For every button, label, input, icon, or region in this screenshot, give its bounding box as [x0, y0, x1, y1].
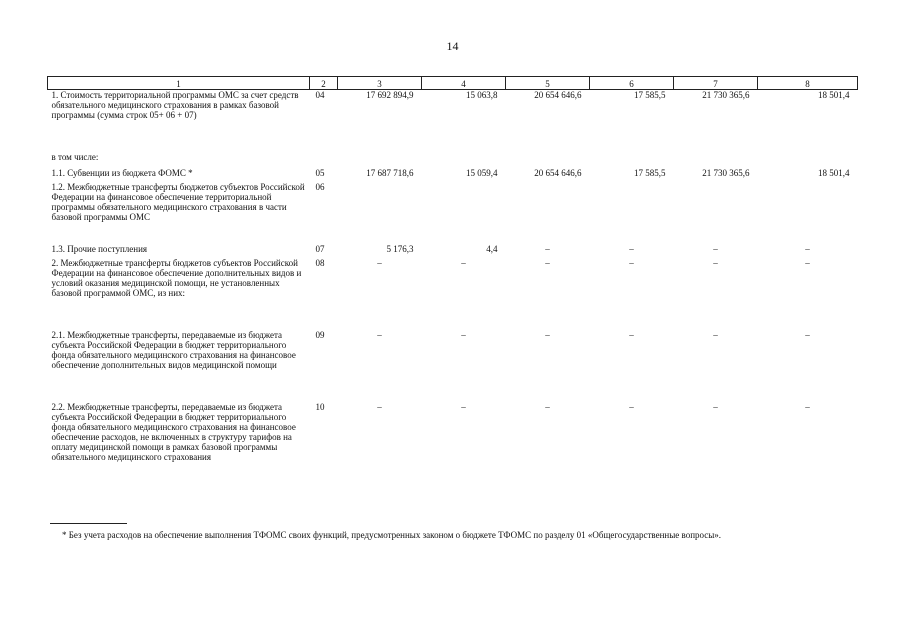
row-value: 20 654 646,6 — [534, 168, 582, 178]
row-value: 20 654 646,6 — [534, 90, 582, 100]
row-label: в том числе: — [51, 152, 99, 162]
row-label: 1. Стоимость территориальной программы ОМС за счет средств обязательного медицинского страхования в рамках базовой программы (сумма строк 05+ 06 + 07) — [51, 90, 299, 120]
row-value — [338, 182, 422, 244]
row-value — [590, 182, 674, 244]
row-value: – — [713, 402, 718, 412]
row-label: 2.1. Межбюджетные трансферты, передаваемые из бюджета субъекта Российской Федерации в бюджет территориального фонда обязательного медицинского страхования на финансовое обеспечение дополнительных видов медицинской помощи — [51, 330, 296, 370]
row-code: 06 — [315, 182, 325, 192]
row-value: – — [713, 330, 718, 340]
row-value — [422, 152, 506, 168]
row-label: 2.2. Межбюджетные трансферты, передаваемые из бюджета субъекта Российской Федерации в бюджет территориального фонда обязательного медицинского страхования на финансовое обеспечение расходов, не включенных в структуру тарифов на оплату медицинской помощи в рамках базовой программы обязательного медицинского страхования — [51, 402, 296, 462]
column-header: 8 — [758, 77, 858, 90]
row-value: – — [377, 258, 382, 268]
row-label: 2. Межбюджетные трансферты бюджетов субъектов Российской Федерации на финансовое обеспечение дополнительных видов и условий оказания медицинской помощи, не установленных базовой программой ОМС, из них: — [51, 258, 302, 298]
footnote: * Без учета расходов на обеспечение выполнения ТФОМС своих функций, предусмотренных законом о бюджете ТФОМС по разделу 01 «Общегосударственные вопросы». — [62, 530, 722, 540]
row-value: – — [629, 258, 634, 268]
row-value: 17 585,5 — [634, 90, 666, 100]
row-value: – — [805, 244, 810, 254]
column-header: 2 — [310, 77, 338, 90]
table-row — [48, 402, 858, 488]
table-row — [48, 258, 858, 330]
row-value — [338, 152, 422, 168]
row-code: 09 — [315, 330, 325, 340]
row-value — [758, 182, 858, 244]
table-row — [48, 90, 858, 153]
row-value: – — [629, 244, 634, 254]
row-code: 05 — [315, 168, 325, 178]
budget-table — [47, 76, 858, 488]
row-value: 17 585,5 — [634, 168, 666, 178]
table-header — [48, 77, 858, 90]
row-value: 5 176,3 — [386, 244, 414, 254]
footnote-divider — [50, 523, 127, 524]
row-value: 4,4 — [486, 244, 498, 254]
column-header: 4 — [422, 77, 506, 90]
table-row — [48, 244, 858, 258]
row-label: 1.1. Субвенции из бюджета ФОМС * — [51, 168, 193, 178]
row-value: – — [545, 330, 550, 340]
row-value: – — [805, 402, 810, 412]
row-value — [674, 152, 758, 168]
row-value — [590, 152, 674, 168]
row-value — [506, 182, 590, 244]
column-header: 3 — [338, 77, 422, 90]
row-value: – — [713, 244, 718, 254]
row-code — [310, 152, 338, 168]
row-value: 21 730 365,6 — [702, 168, 750, 178]
row-value: 18 501,4 — [818, 168, 850, 178]
row-value: – — [629, 402, 634, 412]
page-number: 14 — [446, 39, 459, 53]
row-label: 1.2. Межбюджетные трансферты бюджетов субъектов Российской Федерации на финансовое обеспечение территориальной программы обязательного медицинского страхования в части базовой программы ОМС — [51, 182, 305, 222]
row-value — [506, 152, 590, 168]
table-body — [48, 90, 858, 489]
row-value: – — [629, 330, 634, 340]
row-value: – — [461, 258, 466, 268]
row-value: – — [377, 402, 382, 412]
row-label: 1.3. Прочие поступления — [51, 244, 148, 254]
row-value: 18 501,4 — [818, 90, 850, 100]
row-value: – — [713, 258, 718, 268]
row-value: – — [545, 258, 550, 268]
column-header: 7 — [674, 77, 758, 90]
row-value: – — [545, 244, 550, 254]
table-row — [48, 182, 858, 244]
row-value: – — [545, 402, 550, 412]
column-header: 6 — [590, 77, 674, 90]
row-value: 17 687 718,6 — [366, 168, 414, 178]
row-value: – — [805, 258, 810, 268]
row-value — [422, 182, 506, 244]
row-value: 15 063,8 — [466, 90, 498, 100]
row-value: 21 730 365,6 — [702, 90, 750, 100]
row-value — [674, 182, 758, 244]
table-row — [48, 330, 858, 402]
row-value — [758, 152, 858, 168]
row-code: 08 — [315, 258, 325, 268]
row-code: 10 — [315, 402, 325, 412]
row-value: – — [805, 330, 810, 340]
column-header: 5 — [506, 77, 590, 90]
table-row — [48, 168, 858, 182]
row-value: – — [461, 330, 466, 340]
row-code: 07 — [315, 244, 325, 254]
column-header: 1 — [48, 77, 310, 90]
row-value: – — [377, 330, 382, 340]
table-row — [48, 152, 858, 168]
row-code: 04 — [315, 90, 325, 100]
row-value: – — [461, 402, 466, 412]
row-value: 17 692 894,9 — [366, 90, 414, 100]
row-value: 15 059,4 — [466, 168, 498, 178]
